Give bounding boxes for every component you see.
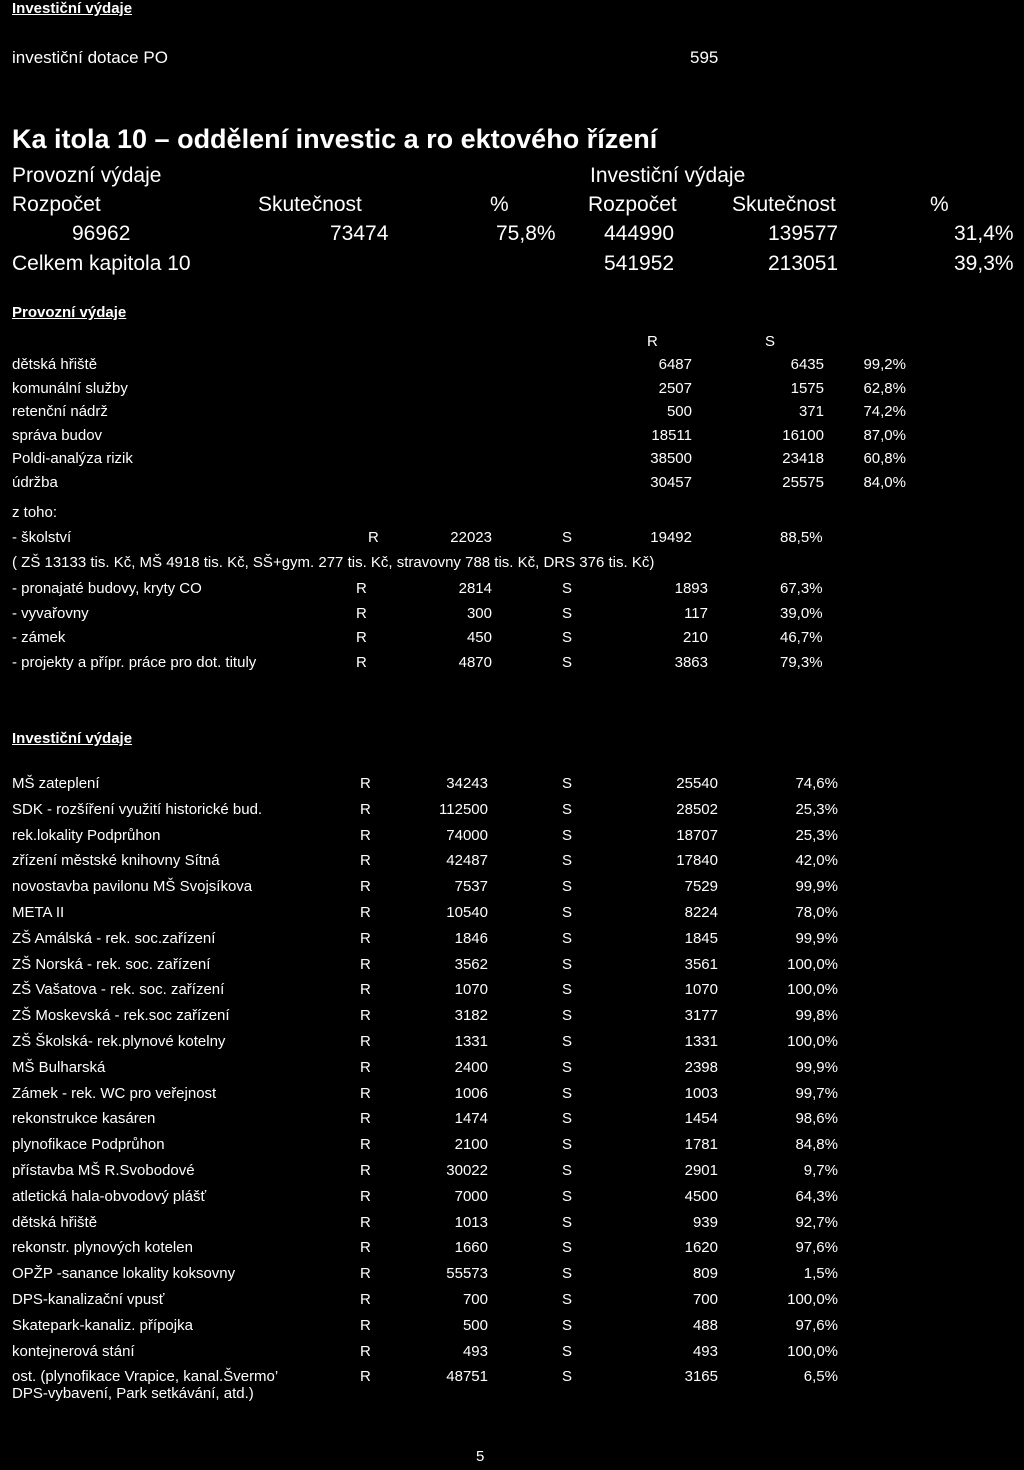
row-r-value: 1013 — [454, 1213, 488, 1231]
table-row — [0, 852, 1024, 874]
row-s-marker: S — [562, 904, 573, 921]
provozni-col-r: R — [647, 333, 658, 350]
row-s-value: 210 — [682, 629, 708, 646]
row-r-value: 74000 — [446, 826, 488, 844]
row-s-marker: S — [562, 775, 573, 792]
row-label: - projekty a přípr. práce pro dot. tituly — [12, 653, 257, 671]
row-r-value: 22023 — [450, 529, 492, 546]
row-r-value: 500 — [462, 1316, 488, 1334]
row-s-value: 700 — [692, 1291, 718, 1308]
z-toho-label: z toho: — [12, 504, 58, 521]
table-row — [0, 1033, 1024, 1055]
total-label: Celkem kapitola 10 — [12, 252, 191, 275]
row-r-value: 3182 — [454, 1007, 488, 1025]
row-r-value: 2814 — [458, 580, 492, 597]
row-s-marker: S — [562, 826, 573, 844]
row-s-marker: S — [562, 1136, 573, 1154]
list-item — [0, 605, 1024, 627]
row-label: kontejnerová stání — [12, 1342, 135, 1360]
row-r-marker: R — [360, 878, 371, 896]
row-r-marker: R — [360, 800, 371, 818]
row-label: atletická hala-obvodový plášť — [12, 1187, 207, 1205]
row-s-value: 7529 — [684, 878, 718, 896]
row-r-marker: R — [360, 1110, 371, 1128]
row-label: ZŠ Moskevská - rek.soc zařízení — [12, 1007, 230, 1025]
table-row — [0, 1291, 1024, 1313]
row-label: Zámek - rek. WC pro veřejnost — [12, 1084, 217, 1102]
row-label: - školství — [12, 529, 72, 546]
total-rozpocet: 541952 — [604, 252, 675, 275]
row-s-marker: S — [562, 1058, 573, 1076]
col-skutecnost-2: Skutečnost — [732, 193, 836, 216]
row-pct: 84,0% — [863, 473, 906, 491]
row-r-marker: R — [360, 1136, 371, 1154]
row-r-value: 30022 — [446, 1162, 488, 1179]
row-s-value: 28502 — [676, 800, 718, 818]
row-s-marker: S — [562, 604, 573, 622]
table-row — [0, 801, 1024, 823]
row-pct: 98,6% — [795, 1110, 838, 1128]
row-s-value: 1575 — [790, 379, 824, 397]
row-s-value: 17840 — [676, 852, 718, 870]
row-pct: 74,6% — [795, 775, 838, 792]
row-r-value: 1660 — [454, 1239, 488, 1257]
table-row — [0, 981, 1024, 1003]
row-s-value: 1003 — [684, 1084, 718, 1102]
row-r-value: 4870 — [458, 653, 492, 671]
row-label: ZŠ Vašatova - rek. soc. zařízení — [12, 981, 225, 999]
row-pct: 60,8% — [863, 450, 906, 467]
row-pct: 84,8% — [795, 1136, 838, 1154]
table-row — [0, 1265, 1024, 1287]
row-r-marker: R — [360, 904, 371, 921]
row-s-marker: S — [562, 1033, 573, 1050]
list-item — [0, 654, 1024, 676]
row-label: ost. (plynofikace Vrapice, kanal.Švermo’ — [12, 1368, 279, 1386]
top-heading: Investiční výdaje — [12, 0, 133, 17]
table-row — [0, 403, 1024, 425]
row-r-value: 2507 — [658, 379, 692, 397]
table-row — [0, 1317, 1024, 1339]
row-pct: 97,6% — [795, 1316, 838, 1334]
total-skutecnost: 213051 — [768, 252, 839, 275]
row-s-marker: S — [562, 629, 573, 646]
row-s-value: 2398 — [684, 1058, 718, 1076]
row-pct: 1,5% — [803, 1265, 838, 1283]
row-pct: 99,2% — [863, 356, 906, 373]
row-r-marker: R — [356, 653, 367, 671]
row-pct: 92,7% — [795, 1213, 838, 1231]
page-number: 5 — [476, 1448, 485, 1465]
row-label: zřízení městské knihovny Sítná — [12, 852, 220, 870]
row-pct: 99,8% — [795, 1007, 838, 1025]
row-label: OPŽP -sanance lokality koksovny — [12, 1265, 236, 1283]
row-pct: 99,7% — [795, 1084, 838, 1102]
row-r-marker: R — [360, 929, 371, 947]
row-s-value: 1893 — [674, 580, 708, 597]
row-pct: 100,0% — [787, 1033, 838, 1050]
row-r-value: 700 — [462, 1291, 488, 1308]
row-r-marker: R — [360, 1213, 371, 1231]
row-pct: 67,3% — [780, 580, 823, 597]
row-label: - pronajaté budovy, kryty CO — [12, 580, 202, 597]
col-pct-2: % — [930, 193, 949, 216]
row-s-marker: S — [562, 1084, 573, 1102]
table-row — [0, 1188, 1024, 1210]
row-label: Skatepark-kanaliz. přípojka — [12, 1316, 193, 1334]
table-row — [0, 1343, 1024, 1365]
row-r-value: 493 — [462, 1342, 488, 1360]
row-r-marker: R — [360, 1239, 371, 1257]
row-s-marker: S — [562, 800, 573, 818]
row-pct: 100,0% — [787, 1291, 838, 1308]
row-r-value: 34243 — [446, 775, 488, 792]
row-s-marker: S — [562, 1265, 573, 1283]
row-r-value: 500 — [666, 403, 692, 420]
row-r-marker: R — [356, 604, 367, 622]
row-r-marker: R — [360, 1033, 371, 1050]
row-label: DPS-kanalizační vpusť — [12, 1291, 165, 1308]
row-label: META II — [12, 904, 65, 921]
row-label: přístavba MŠ R.Svobodové — [12, 1162, 195, 1179]
row-s-value: 3165 — [684, 1368, 718, 1386]
row-r-value: 2100 — [454, 1136, 488, 1154]
row-pct: 88,5% — [780, 529, 823, 546]
row-r-marker: R — [360, 1058, 371, 1076]
table-row — [0, 1239, 1024, 1261]
chapter-prov-label: Provozní výdaje — [12, 164, 162, 187]
row-s-marker: S — [562, 1213, 573, 1231]
row-s-marker: S — [562, 955, 573, 973]
row-r-marker: R — [360, 981, 371, 999]
row-s-marker: S — [562, 1291, 573, 1308]
table-row — [0, 380, 1024, 402]
row-pct: 100,0% — [787, 981, 838, 999]
table-row — [0, 450, 1024, 472]
row-s-value: 3561 — [684, 955, 718, 973]
row-s-marker: S — [562, 1187, 573, 1205]
row-s-marker: S — [562, 1162, 573, 1179]
row-s-value: 3863 — [674, 653, 708, 671]
row-r-value: 112500 — [439, 800, 488, 818]
row-label: retenční nádrž — [12, 403, 108, 420]
row-label: Poldi-analýza rizik — [12, 450, 133, 467]
table-row — [0, 356, 1024, 378]
row-s-marker: S — [562, 1342, 573, 1360]
col-pct: % — [490, 193, 509, 216]
row-s-value: 1070 — [684, 981, 718, 999]
row-r-value: 3562 — [454, 955, 488, 973]
row-label: ZŠ Školská- rek.plynové kotelny — [12, 1033, 226, 1050]
row-pct: 25,3% — [795, 826, 838, 844]
row-pct: 99,9% — [795, 1058, 838, 1076]
row-pct: 100,0% — [787, 1342, 838, 1360]
row-s-value: 1845 — [684, 929, 718, 947]
row-r-value: 2400 — [454, 1058, 488, 1076]
row-r-value: 1846 — [454, 929, 488, 947]
row-s-value: 488 — [692, 1316, 718, 1334]
row-r-value: 7000 — [454, 1187, 488, 1205]
row-s-marker: S — [562, 929, 573, 947]
row-pct: 25,3% — [795, 800, 838, 818]
table-row — [0, 427, 1024, 449]
row-s-value: 4500 — [684, 1187, 718, 1205]
row-r-marker: R — [356, 580, 367, 597]
row-label: rek.lokality Podprůhon — [12, 826, 161, 844]
row-s-value: 6435 — [790, 356, 824, 373]
row-pct: 87,0% — [863, 426, 906, 444]
row-s-marker: S — [562, 1316, 573, 1334]
table-row — [0, 1059, 1024, 1081]
row-label: údržba — [12, 473, 58, 491]
row-pct: 39,0% — [780, 604, 823, 622]
row-s-marker: S — [562, 529, 573, 546]
investicni-last-line: DPS-vybavení, Park setkávání, atd.) — [12, 1385, 254, 1402]
row-s-marker: S — [562, 1007, 573, 1025]
row-r-value: 1331 — [454, 1033, 488, 1050]
row-s-marker: S — [562, 1239, 573, 1257]
row-label: dětská hřiště — [12, 1213, 98, 1231]
row-label: plynofikace Podprůhon — [12, 1136, 165, 1154]
row-label: ZŠ Norská - rek. soc. zařízení — [12, 955, 211, 973]
row-r-marker: R — [360, 1368, 371, 1386]
table-row — [0, 775, 1024, 797]
row-r-marker: R — [360, 852, 371, 870]
table-row — [0, 1162, 1024, 1184]
row-r-marker: R — [360, 1342, 371, 1360]
row-r-value: 38500 — [650, 450, 692, 467]
row-r-value: 10540 — [446, 904, 488, 921]
row-pct: 46,7% — [780, 629, 823, 646]
row-r-value: 1070 — [454, 981, 488, 999]
row-r-value: 30457 — [650, 473, 692, 491]
row-r-value: 1474 — [454, 1110, 488, 1128]
row-s-marker: S — [562, 878, 573, 896]
row-s-marker: S — [562, 653, 573, 671]
row-label: MŠ Bulharská — [12, 1058, 106, 1076]
row-s-value: 8224 — [684, 904, 718, 921]
row-label: novostavba pavilonu MŠ Svojsíkova — [12, 878, 253, 896]
row-s-value: 25540 — [676, 775, 718, 792]
inv-pct: 31,4% — [954, 222, 1014, 245]
row-pct: 100,0% — [787, 955, 838, 973]
chapter-title: Ka itola 10 – oddělení investic a ro ektového řízení — [12, 124, 658, 154]
investicni-heading: Investiční výdaje — [12, 730, 133, 747]
row-pct: 9,7% — [803, 1162, 838, 1179]
col-rozpocet-2: Rozpočet — [588, 193, 677, 216]
row-r-value: 450 — [466, 629, 492, 646]
table-row — [0, 474, 1024, 496]
row-r-marker: R — [368, 529, 379, 546]
table-row — [0, 1136, 1024, 1158]
row-label: MŠ zateplení — [12, 775, 100, 792]
row-s-value: 117 — [684, 604, 708, 622]
row-pct: 42,0% — [795, 852, 838, 870]
top-item-value: 595 — [690, 48, 719, 67]
row-s-value: 371 — [798, 403, 824, 420]
row-s-value: 493 — [692, 1342, 718, 1360]
row-s-value: 1331 — [684, 1033, 718, 1050]
prov-skutecnost: 73474 — [330, 222, 389, 245]
table-row — [0, 878, 1024, 900]
row-label: - vyvařovny — [12, 604, 89, 622]
provozni-heading: Provozní výdaje — [12, 304, 127, 321]
row-r-value: 6487 — [658, 356, 692, 373]
row-s-value: 1454 — [684, 1110, 718, 1128]
row-r-value: 18511 — [651, 426, 692, 444]
row-pct: 74,2% — [863, 403, 906, 420]
row-label: rekonstrukce kasáren — [12, 1110, 156, 1128]
col-skutecnost: Skutečnost — [258, 193, 362, 216]
row-r-value: 300 — [466, 604, 492, 622]
row-s-value: 23418 — [782, 450, 824, 467]
row-pct: 6,5% — [803, 1368, 838, 1386]
row-pct: 79,3% — [780, 653, 823, 671]
provozni-col-s: S — [765, 333, 776, 350]
chapter-inv-label: Investiční výdaje — [590, 164, 746, 187]
table-row — [0, 930, 1024, 952]
row-r-marker: R — [360, 1265, 371, 1283]
list-item — [0, 580, 1024, 602]
col-rozpocet: Rozpočet — [12, 193, 101, 216]
list-item — [0, 529, 1024, 551]
row-r-marker: R — [360, 1084, 371, 1102]
table-row — [0, 1214, 1024, 1236]
row-label: SDK - rozšíření využití historické bud. — [12, 800, 263, 818]
row-s-value: 1620 — [684, 1239, 718, 1257]
row-label: správa budov — [12, 426, 103, 444]
row-pct: 99,9% — [795, 878, 838, 896]
row-s-marker: S — [562, 580, 573, 597]
row-r-marker: R — [360, 1162, 371, 1179]
total-pct: 39,3% — [954, 252, 1014, 275]
row-label: dětská hřiště — [12, 356, 98, 373]
row-r-marker: R — [360, 826, 371, 844]
row-r-marker: R — [360, 955, 371, 973]
list-item — [0, 629, 1024, 651]
row-label: komunální služby — [12, 379, 128, 397]
row-r-marker: R — [356, 629, 367, 646]
row-r-value: 55573 — [446, 1265, 488, 1283]
row-pct: 64,3% — [795, 1187, 838, 1205]
top-item-label: investiční dotace PO — [12, 48, 168, 67]
prov-pct: 75,8% — [496, 222, 556, 245]
row-s-value: 18707 — [676, 826, 718, 844]
row-s-value: 25575 — [782, 473, 824, 491]
row-r-value: 7537 — [454, 878, 488, 896]
inv-skutecnost: 139577 — [768, 222, 839, 245]
row-r-marker: R — [360, 1187, 371, 1205]
row-label: - zámek — [12, 629, 66, 646]
row-pct: 78,0% — [795, 904, 838, 921]
row-s-value: 2901 — [684, 1162, 718, 1179]
row-s-value: 1781 — [684, 1136, 718, 1154]
table-row — [0, 1007, 1024, 1029]
row-label: rekonstr. plynových kotelen — [12, 1239, 193, 1257]
row-r-marker: R — [360, 1316, 371, 1334]
row-r-marker: R — [360, 775, 371, 792]
row-r-marker: R — [360, 1291, 371, 1308]
row-label: ZŠ Amálská - rek. soc.zařízení — [12, 929, 216, 947]
table-row — [0, 827, 1024, 849]
row-pct: 62,8% — [863, 379, 906, 397]
row-s-marker: S — [562, 981, 573, 999]
table-row — [0, 956, 1024, 978]
prov-rozpocet: 96962 — [72, 222, 131, 245]
table-row — [0, 1110, 1024, 1132]
row-s-marker: S — [562, 1110, 573, 1128]
row-r-value: 48751 — [446, 1368, 488, 1386]
table-row — [0, 904, 1024, 926]
row-s-value: 3177 — [684, 1007, 718, 1025]
row-r-value: 1006 — [454, 1084, 488, 1102]
row-s-value: 16100 — [782, 426, 824, 444]
row-s-value: 19492 — [650, 529, 692, 546]
schools-note: ( ZŠ 13133 tis. Kč, MŠ 4918 tis. Kč, SŠ+gym. 277 tis. Kč, stravovny 788 tis. Kč, DRS 376 tis. Kč) — [12, 554, 655, 571]
row-s-value: 809 — [692, 1265, 718, 1283]
row-r-marker: R — [360, 1007, 371, 1025]
table-row — [0, 1085, 1024, 1107]
row-r-value: 42487 — [446, 852, 488, 870]
row-pct: 99,9% — [795, 929, 838, 947]
row-s-marker: S — [562, 1368, 573, 1386]
row-s-value: 939 — [692, 1213, 718, 1231]
row-s-marker: S — [562, 852, 573, 870]
row-pct: 97,6% — [795, 1239, 838, 1257]
inv-rozpocet: 444990 — [604, 222, 675, 245]
